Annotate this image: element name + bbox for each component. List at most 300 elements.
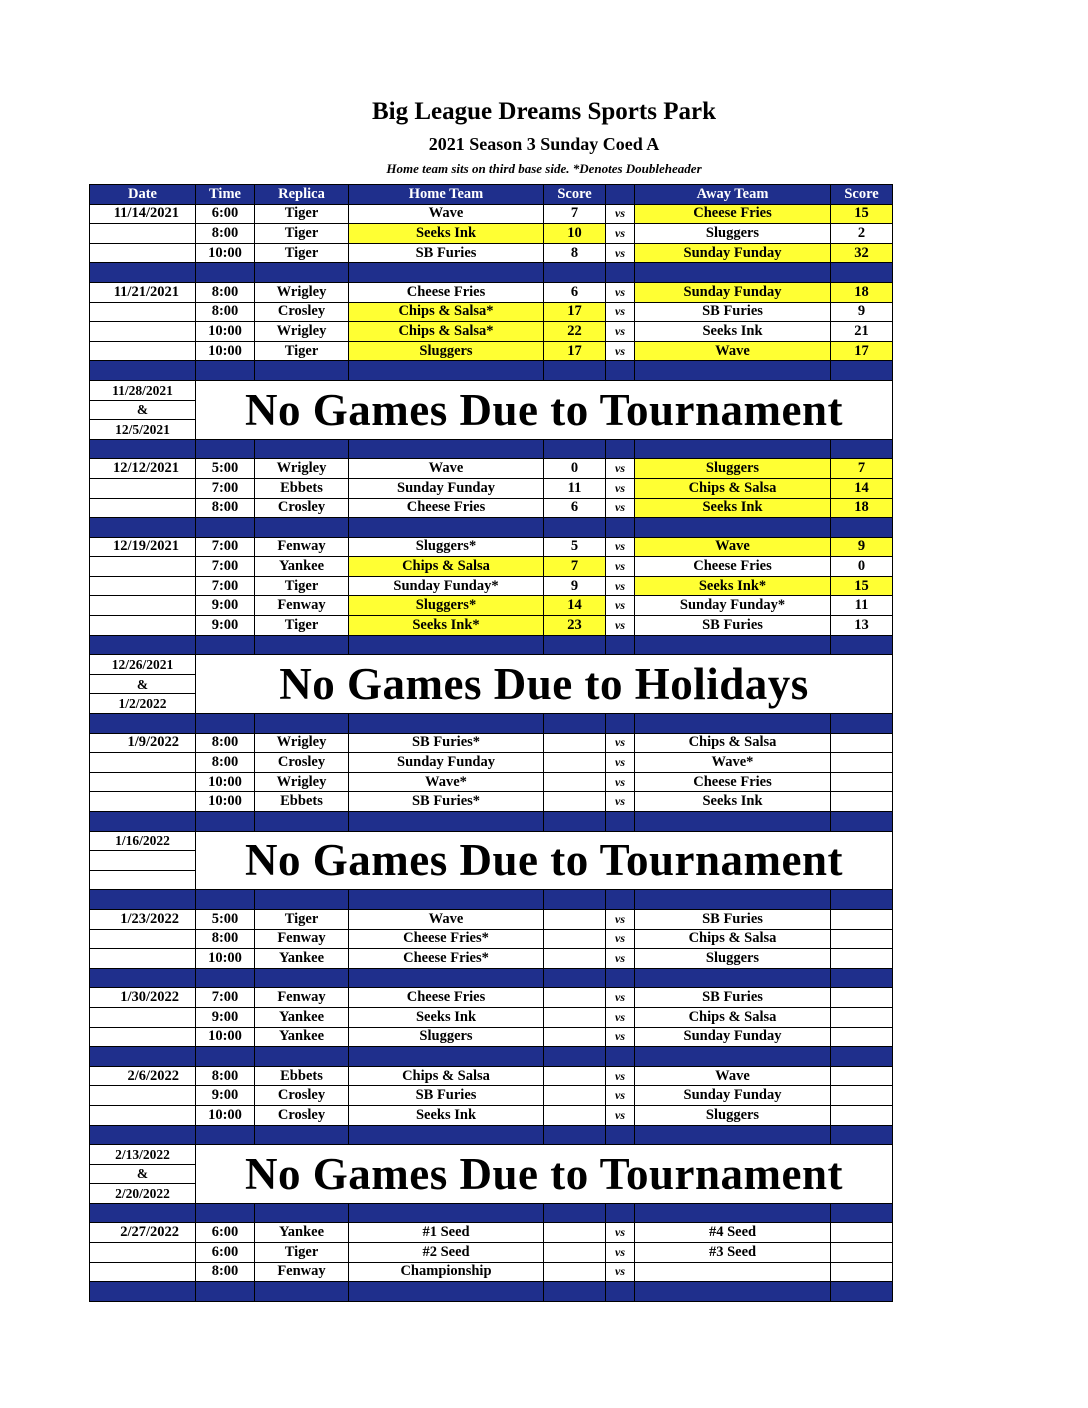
separator-cell	[544, 968, 606, 988]
notice-date: 12/5/2021	[90, 420, 196, 440]
game-time: 10:00	[196, 322, 255, 342]
separator-cell	[349, 812, 544, 832]
column-header: Score	[544, 185, 606, 205]
game-row	[90, 459, 893, 479]
away-team: Chips & Salsa	[635, 1007, 831, 1027]
vs-label: vs	[606, 341, 635, 361]
separator-cell	[349, 1282, 544, 1302]
separator-row	[90, 361, 893, 381]
away-team: Sunday Funday*	[635, 596, 831, 616]
separator-row	[90, 890, 893, 910]
home-team: Chips & Salsa	[349, 557, 544, 577]
game-row	[90, 988, 893, 1008]
vs-label: vs	[606, 1086, 635, 1106]
notice-row	[90, 380, 893, 400]
home-team: Cheese Fries*	[349, 949, 544, 969]
home-score	[544, 929, 606, 949]
game-date	[90, 478, 196, 498]
away-score	[831, 792, 893, 812]
away-team: Cheese Fries	[635, 772, 831, 792]
column-header	[606, 185, 635, 205]
game-replica: Wrigley	[255, 772, 349, 792]
separator-cell	[196, 968, 255, 988]
away-score: 13	[831, 616, 893, 636]
separator-cell	[255, 890, 349, 910]
away-team: SB Furies	[635, 302, 831, 322]
separator-cell	[196, 1282, 255, 1302]
vs-label: vs	[606, 537, 635, 557]
vs-label: vs	[606, 988, 635, 1008]
game-replica: Yankee	[255, 557, 349, 577]
home-team: Cheese Fries*	[349, 929, 544, 949]
away-score: 2	[831, 224, 893, 244]
game-row	[90, 1243, 893, 1263]
game-replica: Ebbets	[255, 1066, 349, 1086]
game-time: 8:00	[196, 224, 255, 244]
home-score	[544, 792, 606, 812]
home-score	[544, 1223, 606, 1243]
away-team: Sluggers	[635, 949, 831, 969]
separator-cell	[255, 518, 349, 538]
separator-cell	[349, 1203, 544, 1223]
notice-message: No Games Due to Holidays	[196, 655, 893, 714]
away-score	[831, 909, 893, 929]
separator-cell	[635, 714, 831, 734]
game-replica: Ebbets	[255, 478, 349, 498]
home-team: #1 Seed	[349, 1223, 544, 1243]
column-header: Score	[831, 185, 893, 205]
notice-date: 11/28/2021	[90, 380, 196, 400]
home-team: #2 Seed	[349, 1243, 544, 1263]
game-date	[90, 1027, 196, 1047]
separator-cell	[635, 1203, 831, 1223]
game-row	[90, 1262, 893, 1282]
vs-label: vs	[606, 322, 635, 342]
away-team: #3 Seed	[635, 1243, 831, 1263]
home-team: Seeks Ink*	[349, 616, 544, 636]
away-score	[831, 1066, 893, 1086]
away-team: Sluggers	[635, 459, 831, 479]
separator-row	[90, 518, 893, 538]
separator-row	[90, 714, 893, 734]
home-score: 9	[544, 576, 606, 596]
schedule-table	[89, 184, 893, 1302]
game-date: 12/12/2021	[90, 459, 196, 479]
header-row	[90, 185, 893, 205]
home-team: Sunday Funday*	[349, 576, 544, 596]
separator-cell	[349, 518, 544, 538]
game-date	[90, 929, 196, 949]
game-time: 10:00	[196, 341, 255, 361]
separator-cell	[544, 263, 606, 283]
home-team: Sluggers	[349, 1027, 544, 1047]
away-team: Cheese Fries	[635, 557, 831, 577]
vs-label: vs	[606, 302, 635, 322]
vs-label: vs	[606, 478, 635, 498]
game-replica: Tiger	[255, 1243, 349, 1263]
separator-cell	[90, 1203, 196, 1223]
game-replica: Crosley	[255, 1105, 349, 1125]
home-team: Sluggers*	[349, 537, 544, 557]
away-team: Sluggers	[635, 1105, 831, 1125]
vs-label: vs	[606, 1223, 635, 1243]
separator-cell	[831, 1047, 893, 1067]
away-score	[831, 1223, 893, 1243]
away-team: SB Furies	[635, 616, 831, 636]
separator-cell	[196, 1125, 255, 1145]
home-team: Seeks Ink	[349, 1105, 544, 1125]
game-time: 10:00	[196, 949, 255, 969]
separator-cell	[831, 714, 893, 734]
vs-label: vs	[606, 733, 635, 753]
home-score	[544, 1105, 606, 1125]
separator-cell	[635, 890, 831, 910]
game-replica: Yankee	[255, 1007, 349, 1027]
game-date: 11/21/2021	[90, 282, 196, 302]
away-score	[831, 1027, 893, 1047]
separator-cell	[196, 361, 255, 381]
game-replica: Fenway	[255, 929, 349, 949]
separator-cell	[606, 361, 635, 381]
game-date	[90, 302, 196, 322]
away-score: 18	[831, 282, 893, 302]
game-replica: Tiger	[255, 204, 349, 224]
away-score: 7	[831, 459, 893, 479]
separator-cell	[635, 361, 831, 381]
separator-cell	[349, 361, 544, 381]
game-replica: Crosley	[255, 1086, 349, 1106]
away-score	[831, 1105, 893, 1125]
game-date	[90, 557, 196, 577]
separator-cell	[635, 263, 831, 283]
vs-label: vs	[606, 1027, 635, 1047]
separator-row	[90, 263, 893, 283]
game-replica: Tiger	[255, 616, 349, 636]
vs-label: vs	[606, 1007, 635, 1027]
notice-date: &	[90, 400, 196, 420]
game-date: 2/6/2022	[90, 1066, 196, 1086]
home-team: Seeks Ink	[349, 224, 544, 244]
game-row	[90, 537, 893, 557]
game-date	[90, 243, 196, 263]
away-score	[831, 1243, 893, 1263]
home-score: 11	[544, 478, 606, 498]
game-time: 9:00	[196, 616, 255, 636]
game-replica: Tiger	[255, 909, 349, 929]
separator-cell	[606, 1125, 635, 1145]
separator-cell	[635, 968, 831, 988]
away-score: 17	[831, 341, 893, 361]
separator-row	[90, 1282, 893, 1302]
game-date	[90, 224, 196, 244]
away-score	[831, 1007, 893, 1027]
game-time: 8:00	[196, 302, 255, 322]
away-team: SB Furies	[635, 909, 831, 929]
game-date	[90, 1086, 196, 1106]
separator-cell	[255, 1282, 349, 1302]
game-time: 5:00	[196, 909, 255, 929]
away-team: Cheese Fries	[635, 204, 831, 224]
game-row	[90, 753, 893, 773]
separator-cell	[831, 439, 893, 459]
separator-row	[90, 635, 893, 655]
game-row	[90, 929, 893, 949]
separator-cell	[544, 812, 606, 832]
page-subtitle: 2021 Season 3 Sunday Coed A	[428, 134, 660, 154]
game-date	[90, 1007, 196, 1027]
game-time: 6:00	[196, 204, 255, 224]
vs-label: vs	[606, 1066, 635, 1086]
separator-cell	[544, 439, 606, 459]
column-header: Time	[196, 185, 255, 205]
separator-cell	[544, 1282, 606, 1302]
away-team: Wave	[635, 1066, 831, 1086]
separator-cell	[831, 361, 893, 381]
separator-cell	[635, 1047, 831, 1067]
home-team: SB Furies	[349, 1086, 544, 1106]
game-time: 7:00	[196, 478, 255, 498]
vs-label: vs	[606, 204, 635, 224]
game-row	[90, 557, 893, 577]
game-row	[90, 282, 893, 302]
game-replica: Ebbets	[255, 792, 349, 812]
separator-cell	[90, 968, 196, 988]
game-replica: Tiger	[255, 224, 349, 244]
separator-cell	[606, 1203, 635, 1223]
separator-cell	[90, 361, 196, 381]
game-replica: Wrigley	[255, 322, 349, 342]
game-row	[90, 478, 893, 498]
home-team: Sunday Funday	[349, 753, 544, 773]
home-score: 10	[544, 224, 606, 244]
home-team: Wave*	[349, 772, 544, 792]
separator-cell	[635, 1125, 831, 1145]
separator-cell	[606, 890, 635, 910]
away-score	[831, 988, 893, 1008]
game-time: 7:00	[196, 988, 255, 1008]
home-team: SB Furies*	[349, 792, 544, 812]
game-time: 8:00	[196, 1066, 255, 1086]
vs-label: vs	[606, 282, 635, 302]
separator-cell	[196, 1047, 255, 1067]
game-time: 8:00	[196, 282, 255, 302]
home-team: Chips & Salsa*	[349, 302, 544, 322]
game-replica: Tiger	[255, 576, 349, 596]
away-team: Seeks Ink	[635, 498, 831, 518]
away-team: Wave	[635, 537, 831, 557]
separator-cell	[255, 361, 349, 381]
away-score	[831, 753, 893, 773]
vs-label: vs	[606, 596, 635, 616]
separator-cell	[544, 890, 606, 910]
game-date: 12/19/2021	[90, 537, 196, 557]
game-date: 2/27/2022	[90, 1223, 196, 1243]
separator-cell	[831, 1282, 893, 1302]
game-row	[90, 1066, 893, 1086]
game-date: 11/14/2021	[90, 204, 196, 224]
game-row	[90, 772, 893, 792]
game-date: 1/30/2022	[90, 988, 196, 1008]
away-score	[831, 1262, 893, 1282]
separator-cell	[544, 518, 606, 538]
notice-date: &	[90, 674, 196, 694]
separator-cell	[196, 518, 255, 538]
separator-cell	[255, 439, 349, 459]
game-time: 7:00	[196, 576, 255, 596]
home-score	[544, 772, 606, 792]
home-score	[544, 753, 606, 773]
game-row	[90, 596, 893, 616]
home-team: Chips & Salsa*	[349, 322, 544, 342]
game-time: 7:00	[196, 537, 255, 557]
separator-cell	[606, 812, 635, 832]
home-team: Wave	[349, 909, 544, 929]
away-score	[831, 929, 893, 949]
vs-label: vs	[606, 1262, 635, 1282]
separator-row	[90, 439, 893, 459]
home-score	[544, 1066, 606, 1086]
game-time: 7:00	[196, 557, 255, 577]
game-replica: Fenway	[255, 537, 349, 557]
game-row	[90, 302, 893, 322]
vs-label: vs	[606, 1243, 635, 1263]
away-score	[831, 733, 893, 753]
separator-cell	[544, 361, 606, 381]
game-date	[90, 576, 196, 596]
separator-cell	[255, 1203, 349, 1223]
column-header: Date	[90, 185, 196, 205]
home-score: 7	[544, 204, 606, 224]
column-header: Away Team	[635, 185, 831, 205]
separator-row	[90, 1125, 893, 1145]
game-time: 8:00	[196, 929, 255, 949]
home-score: 17	[544, 302, 606, 322]
separator-cell	[90, 1282, 196, 1302]
game-row	[90, 498, 893, 518]
home-score	[544, 1243, 606, 1263]
game-row	[90, 204, 893, 224]
game-replica: Yankee	[255, 949, 349, 969]
home-score	[544, 988, 606, 1008]
separator-cell	[196, 439, 255, 459]
game-row	[90, 1027, 893, 1047]
notice-date: &	[90, 1164, 196, 1184]
home-team: Sunday Funday	[349, 478, 544, 498]
home-team: Cheese Fries	[349, 498, 544, 518]
separator-cell	[196, 812, 255, 832]
separator-cell	[255, 714, 349, 734]
home-team: Wave	[349, 204, 544, 224]
game-time: 8:00	[196, 753, 255, 773]
separator-cell	[196, 1203, 255, 1223]
separator-cell	[831, 890, 893, 910]
separator-cell	[196, 890, 255, 910]
game-date	[90, 498, 196, 518]
notice-date: 1/2/2022	[90, 694, 196, 714]
vs-label: vs	[606, 929, 635, 949]
separator-cell	[544, 1125, 606, 1145]
notice-date	[90, 870, 196, 890]
notice-date: 12/26/2021	[90, 655, 196, 675]
game-replica: Fenway	[255, 596, 349, 616]
game-row	[90, 1223, 893, 1243]
away-score	[831, 949, 893, 969]
game-row	[90, 1086, 893, 1106]
game-row	[90, 792, 893, 812]
game-row	[90, 733, 893, 753]
home-score: 8	[544, 243, 606, 263]
home-score: 17	[544, 341, 606, 361]
game-time: 6:00	[196, 1243, 255, 1263]
game-time: 9:00	[196, 1007, 255, 1027]
home-team: Sluggers*	[349, 596, 544, 616]
game-row	[90, 1105, 893, 1125]
separator-cell	[606, 968, 635, 988]
separator-cell	[255, 812, 349, 832]
away-score: 15	[831, 576, 893, 596]
separator-cell	[544, 1047, 606, 1067]
away-score: 21	[831, 322, 893, 342]
separator-cell	[196, 263, 255, 283]
separator-cell	[349, 263, 544, 283]
game-time: 10:00	[196, 1105, 255, 1125]
separator-cell	[831, 968, 893, 988]
separator-cell	[349, 1125, 544, 1145]
separator-cell	[831, 1203, 893, 1223]
column-header: Replica	[255, 185, 349, 205]
game-time: 10:00	[196, 772, 255, 792]
separator-cell	[255, 263, 349, 283]
away-score: 18	[831, 498, 893, 518]
away-team: Wave	[635, 341, 831, 361]
away-team: #4 Seed	[635, 1223, 831, 1243]
home-team: Cheese Fries	[349, 282, 544, 302]
separator-cell	[831, 635, 893, 655]
home-team: Sluggers	[349, 341, 544, 361]
away-score	[831, 1086, 893, 1106]
game-time: 10:00	[196, 1027, 255, 1047]
away-score: 9	[831, 537, 893, 557]
column-header: Home Team	[349, 185, 544, 205]
home-team: Wave	[349, 459, 544, 479]
separator-row	[90, 812, 893, 832]
home-score: 5	[544, 537, 606, 557]
schedule-note: Home team sits on third base side. *Denotes Doubleheader	[386, 161, 702, 176]
game-time: 8:00	[196, 1262, 255, 1282]
home-score	[544, 909, 606, 929]
game-replica: Crosley	[255, 498, 349, 518]
game-replica: Wrigley	[255, 282, 349, 302]
game-date	[90, 596, 196, 616]
separator-cell	[90, 714, 196, 734]
game-date	[90, 1105, 196, 1125]
home-team: Cheese Fries	[349, 988, 544, 1008]
game-date	[90, 792, 196, 812]
game-date	[90, 1243, 196, 1263]
notice-row	[90, 1145, 893, 1165]
away-team: Wave*	[635, 753, 831, 773]
separator-row	[90, 1203, 893, 1223]
home-score: 7	[544, 557, 606, 577]
separator-row	[90, 1047, 893, 1067]
separator-cell	[831, 518, 893, 538]
away-score: 11	[831, 596, 893, 616]
separator-cell	[544, 714, 606, 734]
separator-cell	[606, 263, 635, 283]
vs-label: vs	[606, 557, 635, 577]
separator-cell	[90, 890, 196, 910]
game-date	[90, 772, 196, 792]
